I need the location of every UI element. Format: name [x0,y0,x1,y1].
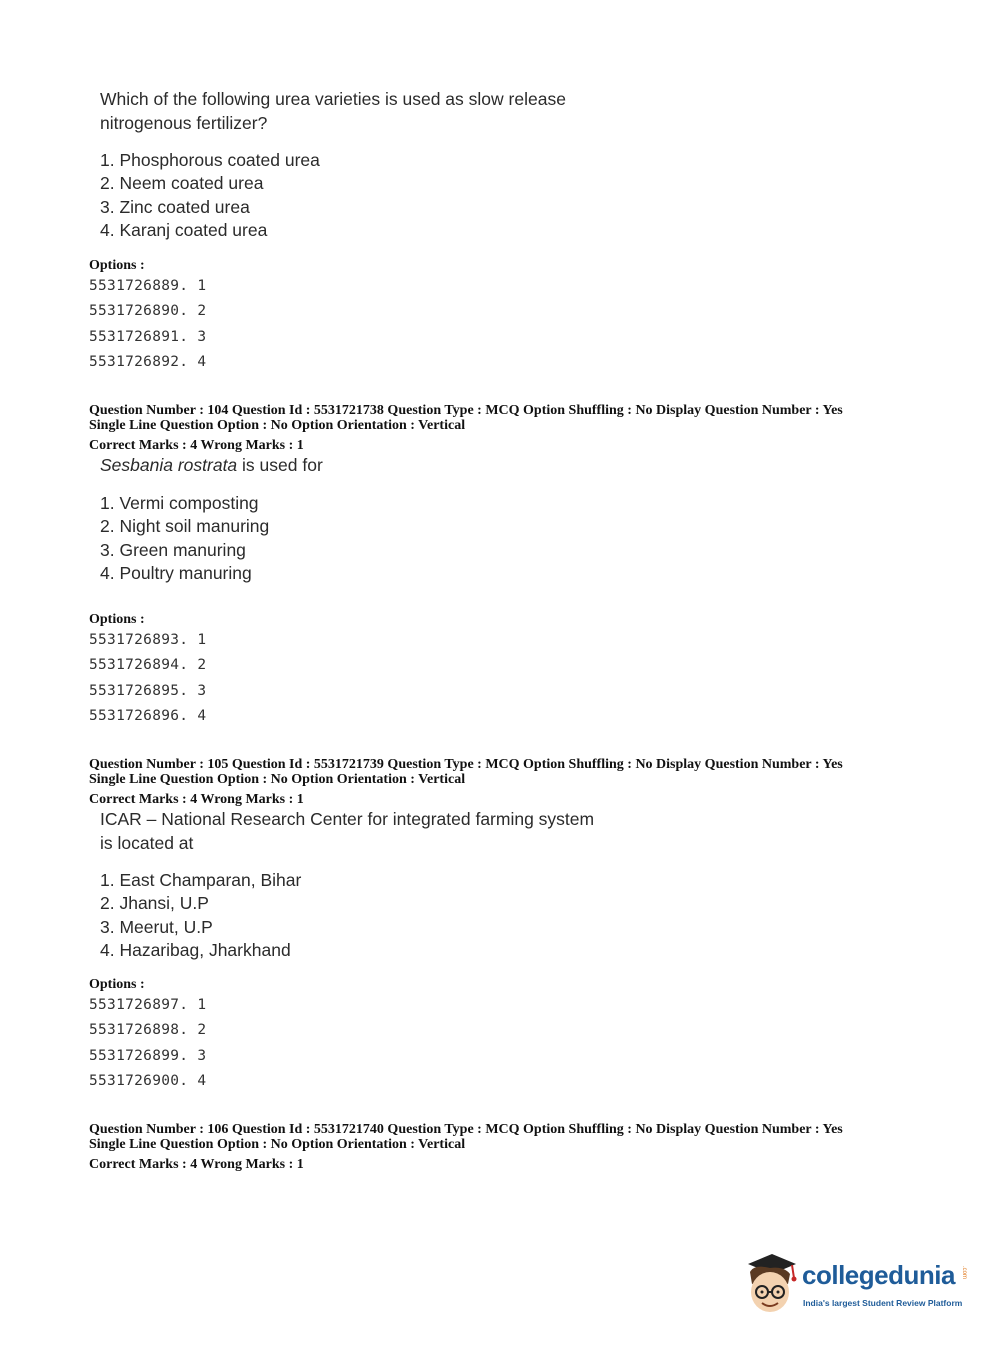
answer-choice: 2. Jhansi, U.P [100,893,209,914]
answer-choice: 1. East Champaran, Bihar [100,870,302,890]
answer-choice: 2. Neem coated urea [100,173,264,194]
question-meta: Question Number : 106 Question Id : 5531721740 Question Type : MCQ Option Shuffling : No Display Question Number : Yes Single Line Question Option : No Option Orientation : Vertical Correct Marks : 4 Wrong Marks : 1 [89,1122,843,1172]
option-id-list [89,274,206,375]
answer-choice: 2. Night soil manuring [100,516,270,537]
question-meta: Question Number : 105 Question Id : 5531721739 Question Type : MCQ Option Shuffling : No Display Question Number : Yes Single Line Question Option : No Option Orientation : Vertical Correct Marks : 4 Wrong Marks : 1 [89,757,843,807]
logo-suffix: .com [961,1266,967,1280]
answer-choice: 3. Meerut, U.P [100,916,213,937]
option-id: 5531726896. 4 [89,707,207,724]
answer-choice: 4. Poultry manuring [100,562,252,583]
option-id: 5531726892. 4 [89,353,207,370]
logo-wordmark: collegedunia [802,1260,955,1290]
question-text: Sesbania rostrata is used for [100,455,323,475]
option-id: 5531726898. 2 [89,1022,207,1039]
question-text: Which of the following urea varieties is used as slow release nitrogenous fertilizer? [100,89,566,133]
option-id: 5531726894. 2 [89,657,207,674]
option-id-list [89,628,206,729]
collegedunia-logo [740,1250,970,1320]
options-label: Options : [89,977,145,992]
logo-tagline: India's largest Student Review Platform [803,1298,963,1308]
answer-choices [100,149,320,242]
answer-choice: 3. Zinc coated urea [100,196,250,217]
options-label: Options : [89,258,145,273]
answer-choices [100,869,301,962]
answer-choice: 3. Green manuring [100,539,246,560]
option-id: 5531726900. 4 [89,1072,207,1089]
answer-choice: 4. Karanj coated urea [100,219,268,240]
answer-choice: 4. Hazaribag, Jharkhand [100,939,291,960]
answer-choice: 1. Phosphorous coated urea [100,150,320,170]
answer-choice: 1. Vermi composting [100,493,259,513]
option-id: 5531726895. 3 [89,682,207,699]
mascot-icon [740,1250,800,1318]
option-id: 5531726889. 1 [89,278,207,294]
option-id: 5531726899. 3 [89,1047,207,1064]
option-id-list [89,993,206,1094]
option-id: 5531726893. 1 [89,632,207,648]
option-id: 5531726891. 3 [89,328,207,345]
question-text: ICAR – National Research Center for integrated farming system is located at [100,809,595,853]
question-meta: Question Number : 104 Question Id : 5531721738 Question Type : MCQ Option Shuffling : No Display Question Number : Yes Single Line Question Option : No Option Orientation : Vertical Correct Marks : 4 Wrong Marks : 1 [89,403,843,453]
options-label: Options : [89,612,145,627]
option-id: 5531726890. 2 [89,303,207,320]
answer-choices [100,492,269,585]
option-id: 5531726897. 1 [89,997,207,1013]
